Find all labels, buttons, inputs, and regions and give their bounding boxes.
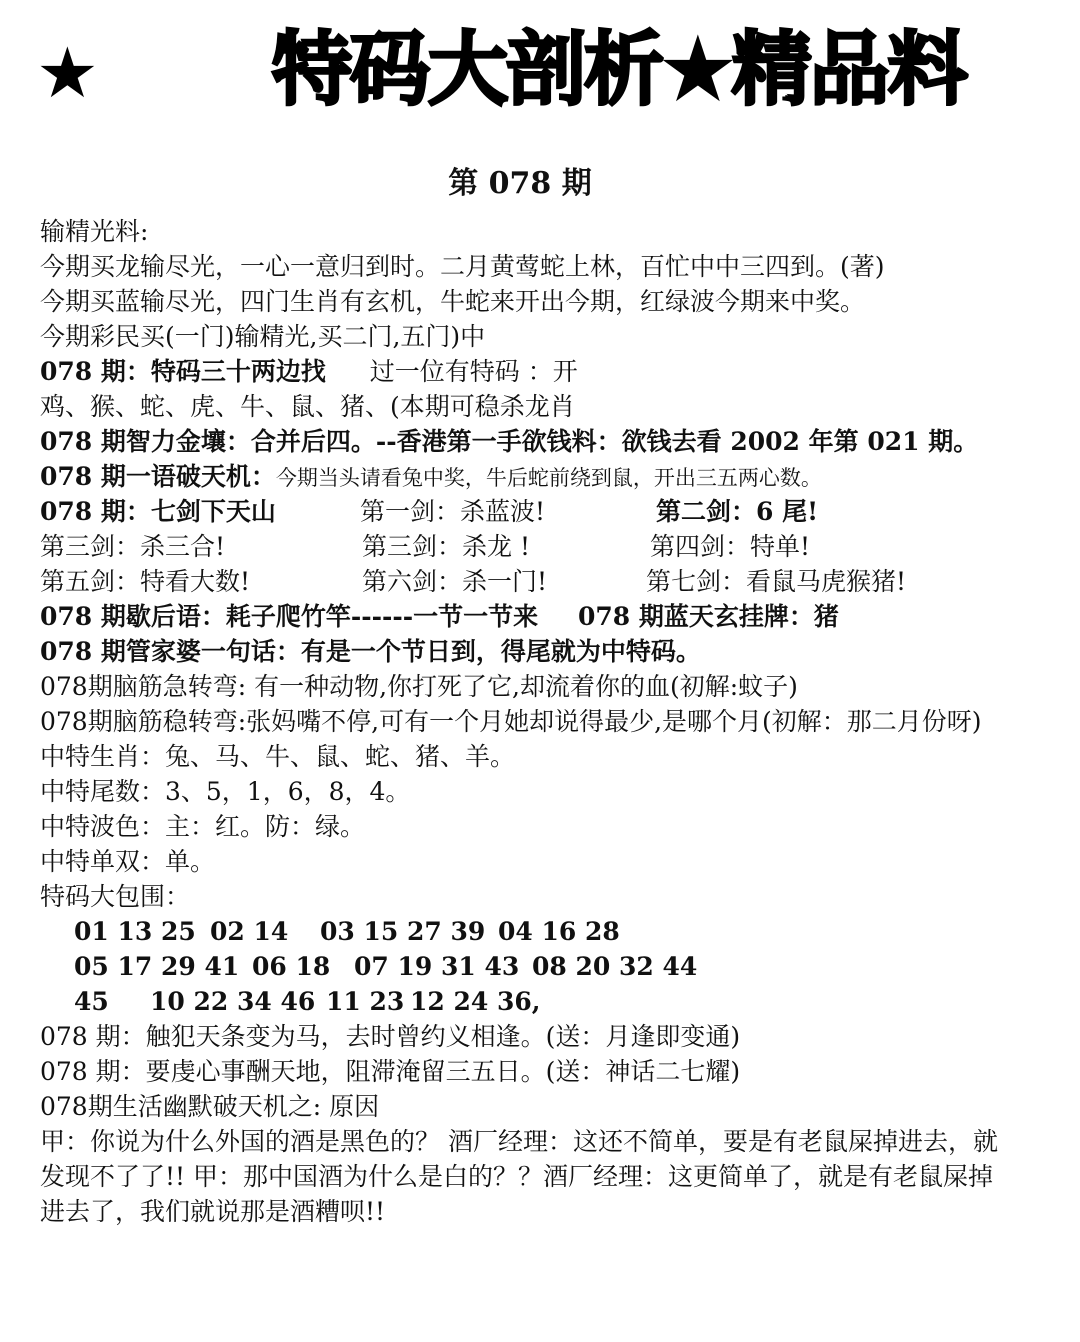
- text-segment: 第一剑：杀蓝波!: [360, 497, 546, 526]
- star-icon: ★: [36, 32, 99, 114]
- header: [0, 0, 1080, 140]
- text-segment: 078 期：七剑下天山: [40, 497, 276, 526]
- text-segment: 第四剑：特单!: [650, 532, 811, 561]
- text-line: 078 期：触犯天条变为马，去时曾约义相逢。(送：月逢即变通): [40, 1022, 741, 1051]
- number-row: [40, 949, 1050, 984]
- number-group: 45: [74, 987, 109, 1016]
- issue-number: 第 078 期: [448, 166, 592, 201]
- number-group: 06 18: [252, 952, 331, 981]
- number-group: 08 20 32 44: [532, 952, 698, 981]
- text-segment: 第七剑：看鼠马虎猴猪!: [646, 567, 907, 596]
- text-line: [40, 354, 1050, 389]
- text-line: 078期脑筋稳转弯:张妈嘴不停,可有一个月她却说得最少,是哪个月(初解：那二月份呀): [40, 707, 982, 736]
- text-line: 中特波色：主：红。防：绿。: [40, 812, 366, 841]
- text-line: 中特尾数：3、5，1，6，8，4。: [40, 777, 411, 806]
- text-segment: 第三剑：杀龙 !: [362, 532, 530, 561]
- text-line: [40, 599, 1050, 634]
- text-segment: 第二剑：6 尾!: [656, 497, 819, 526]
- text-paragraph: 甲：你说为什么外国的酒是黑色的？ 酒厂经理：这还不简单，要是有老鼠屎掉进去，就发现不了了!! 甲：那中国酒为什么是白的？？酒厂经理：这更简单了，就是有老鼠屎掉进去了，我们就说那是酒糟呗!!: [40, 1127, 998, 1226]
- document-body: [40, 214, 1050, 1229]
- number-row: [40, 914, 1050, 949]
- text-line: [40, 529, 1050, 564]
- text-segment: 过一位有特码 ：开: [369, 357, 578, 386]
- text-line: 今期买龙输尽光，一心一意归到时。二月黄莺蛇上林，百忙中中三四到。(著): [40, 252, 885, 281]
- text-segment: 078 期歇后语：耗子爬竹竿------一节一节来: [40, 602, 539, 631]
- number-row: [40, 984, 1050, 1019]
- text-segment: 第六剑：杀一门!: [362, 567, 548, 596]
- text-segment: 078 期：特码三十两边找: [40, 357, 326, 386]
- number-group: 03 15 27 39: [320, 917, 486, 946]
- text-segment: 078 期蓝天玄挂牌：猪: [578, 602, 839, 631]
- text-line: [40, 564, 1050, 599]
- text-line: 今期买蓝输尽光，四门生肖有玄机，牛蛇来开出今期，红绿波今期来中奖。: [40, 287, 866, 316]
- text-line: 078 期：要虔心事酬天地，阻滞淹留三五日。(送：神话二七耀): [40, 1057, 741, 1086]
- section-label: 输精光料:: [40, 217, 149, 246]
- page-title: 特码大剖析★精品料: [272, 23, 966, 116]
- text-segment: 078 期一语破天机：: [40, 462, 276, 491]
- text-line: 特码大包围：: [40, 882, 191, 911]
- number-group: 04 16 28: [498, 917, 620, 946]
- text-line: 今期彩民买(一门)输精光,买二门,五门)中: [40, 322, 486, 351]
- number-group: 05 17 29 41: [74, 952, 240, 981]
- number-group: 10 22 34 46: [150, 987, 316, 1016]
- text-line: 中特单双：单。: [40, 847, 216, 876]
- text-segment: 第五剑：特看大数!: [40, 567, 251, 596]
- text-line: 078 期管家婆一句话：有是一个节日到，得尾就为中特码。: [40, 637, 701, 666]
- text-line: 078期脑筋急转弯: 有一种动物,你打死了它,却流着你的血(初解:蚊子): [40, 672, 798, 701]
- text-line: [40, 459, 1050, 494]
- number-group: 11 23: [326, 987, 405, 1016]
- number-group: 01 13 25: [74, 917, 196, 946]
- text-line: [40, 494, 1050, 529]
- text-line: 鸡、猴、蛇、虎、牛、鼠、猪、(本期可稳杀龙肖: [40, 392, 575, 421]
- number-group: 02 14: [210, 917, 289, 946]
- text-line: 078 期智力金壤：合并后四。--香港第一手欲钱料：欲钱去看 2002 年第 021 期。: [40, 427, 979, 456]
- number-group: 12 24 36,: [410, 987, 541, 1016]
- text-segment: 今期当头请看兔中奖，牛后蛇前绕到鼠，开出三五两心数。: [275, 466, 822, 490]
- number-group: 07 19 31 43: [354, 952, 520, 981]
- text-line: 078期生活幽默破天机之: 原因: [40, 1092, 380, 1121]
- text-segment: 第三剑：杀三合!: [40, 532, 226, 561]
- text-line: 中特生肖：兔、马、牛、鼠、蛇、猪、羊。: [40, 742, 516, 771]
